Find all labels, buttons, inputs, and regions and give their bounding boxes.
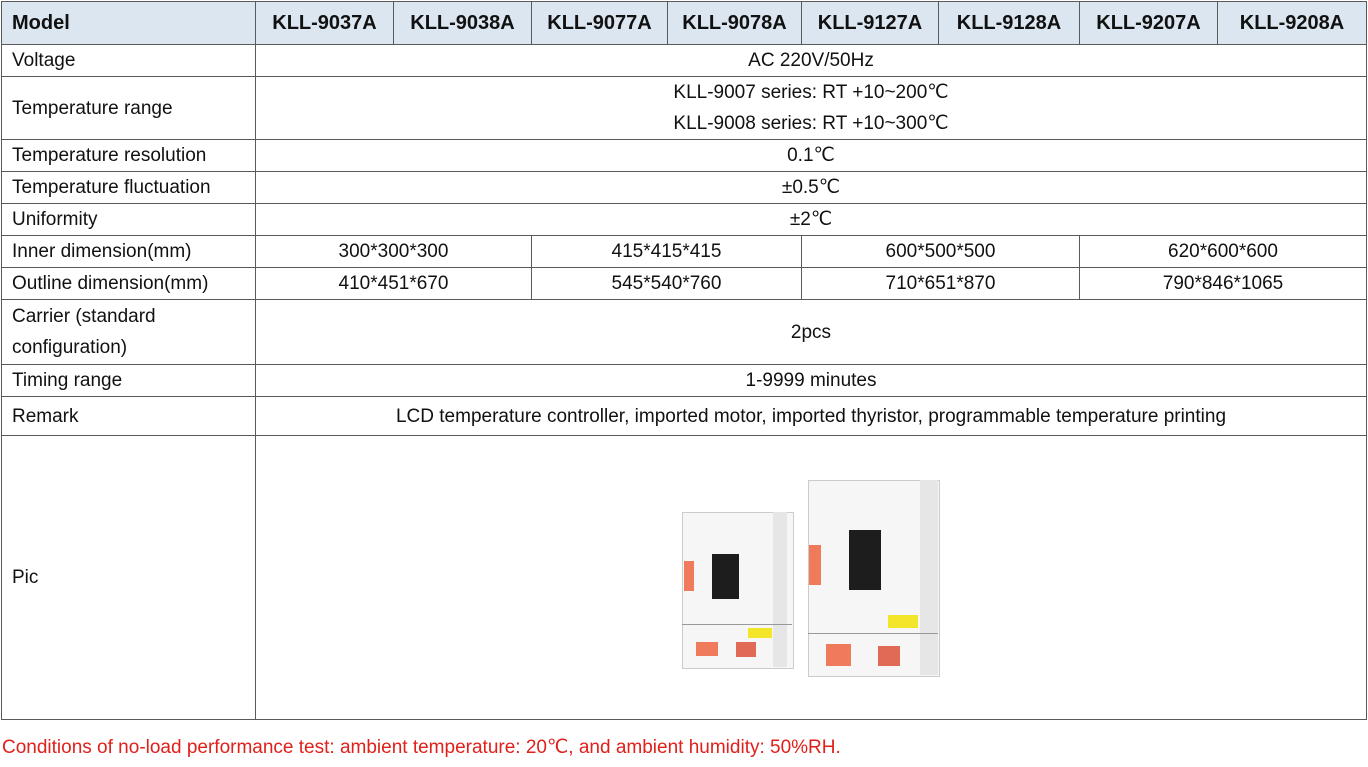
row-value: 2pcs <box>256 300 1367 365</box>
product-image <box>266 436 1356 719</box>
range-line: KLL-9008 series: RT +10~300℃ <box>673 113 949 134</box>
model-cell: KLL-9077A <box>532 2 668 45</box>
row-label: Temperature fluctuation <box>2 172 256 204</box>
test-conditions-note: Conditions of no-load performance test: ambient temperature: 20℃, and ambient humidity: 50%RH. <box>2 737 841 758</box>
model-label: Model <box>2 2 256 45</box>
spec-table <box>1 1 1367 720</box>
model-cell: KLL-9078A <box>668 2 802 45</box>
row-label: Remark <box>2 397 256 436</box>
row-label: Inner dimension(mm) <box>2 236 256 268</box>
model-cell: KLL-9128A <box>939 2 1080 45</box>
row-label: Temperature range <box>2 77 256 140</box>
pic-row <box>2 436 1367 720</box>
row-value: 710*651*870 <box>802 268 1080 300</box>
inner-row <box>2 236 1367 268</box>
row-label: Temperature resolution <box>2 140 256 172</box>
remark-row <box>2 397 1367 436</box>
row-label <box>2 300 256 365</box>
carrier-row <box>2 300 1367 365</box>
row-label: Outline dimension(mm) <box>2 268 256 300</box>
model-cell: KLL-9038A <box>394 2 532 45</box>
label-line: configuration) <box>12 337 128 358</box>
uniformity-row <box>2 204 1367 236</box>
row-label: Timing range <box>2 365 256 397</box>
row-value: 620*600*600 <box>1080 236 1367 268</box>
row-value: 0.1℃ <box>256 140 1367 172</box>
outline-row <box>2 268 1367 300</box>
row-value: 410*451*670 <box>256 268 532 300</box>
voltage-row <box>2 45 1367 77</box>
row-value: 790*846*1065 <box>1080 268 1367 300</box>
range-line: KLL-9007 series: RT +10~200℃ <box>673 82 949 103</box>
row-value: ±2℃ <box>256 204 1367 236</box>
row-value: 545*540*760 <box>532 268 802 300</box>
row-label: Pic <box>2 436 256 720</box>
temp-range-row <box>2 77 1367 140</box>
row-value: 415*415*415 <box>532 236 802 268</box>
model-cell: KLL-9127A <box>802 2 939 45</box>
model-cell: KLL-9037A <box>256 2 394 45</box>
row-label: Uniformity <box>2 204 256 236</box>
row-value: LCD temperature controller, imported motor, imported thyristor, programmable temperature printing <box>256 397 1367 436</box>
header-row <box>2 2 1367 45</box>
row-value: 300*300*300 <box>256 236 532 268</box>
model-cell: KLL-9208A <box>1218 2 1367 45</box>
timing-row <box>2 365 1367 397</box>
product-image-cell <box>256 436 1367 720</box>
row-value: AC 220V/50Hz <box>256 45 1367 77</box>
model-cell: KLL-9207A <box>1080 2 1218 45</box>
resolution-row <box>2 140 1367 172</box>
row-value: 1-9999 minutes <box>256 365 1367 397</box>
row-value: 600*500*500 <box>802 236 1080 268</box>
label-line: Carrier (standard <box>12 306 156 327</box>
row-value: ±0.5℃ <box>256 172 1367 204</box>
row-value <box>256 77 1367 140</box>
row-label: Voltage <box>2 45 256 77</box>
fluctuation-row <box>2 172 1367 204</box>
